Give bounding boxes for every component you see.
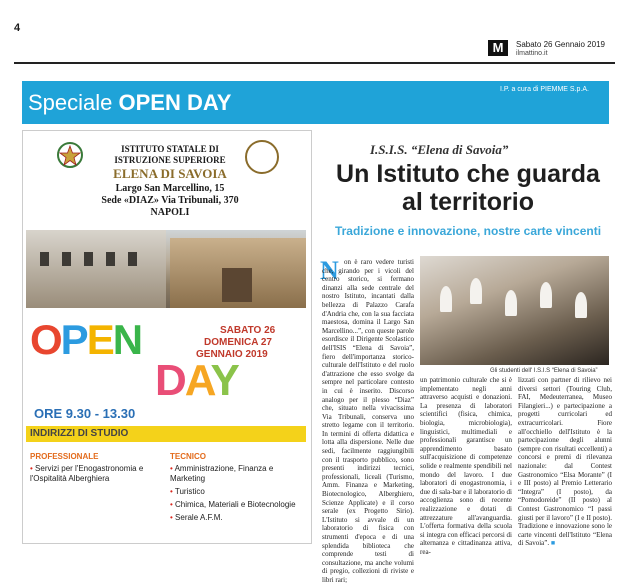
institute-type: ISTITUTO STATALE DI ISTRUZIONE SUPERIORE [114, 144, 226, 165]
school-seal-icon [245, 140, 279, 174]
headline-line-1: Un Istituto che guarda [336, 160, 600, 188]
banner-title-bold: OPEN DAY [118, 90, 232, 115]
school-name: ELENA DI SAVOIA [113, 166, 227, 181]
republic-emblem-icon [55, 140, 85, 170]
school-address [80, 183, 260, 219]
bullet-icon: • [30, 464, 36, 473]
headline-line-2: al territorio [402, 188, 534, 216]
site-name: ilmattino.it [516, 50, 548, 57]
photo-caption: Gli studenti dell' I.S.I.S “Elena di Savoia” [490, 368, 598, 374]
professionale-heading: PROFESSIONALE [30, 452, 99, 461]
day-letter: D [155, 356, 185, 405]
article-column-2: un patrimonio culturale che si è implementato negli anni attraverso acquisti e donazioni. La presenza di laboratori scientifici (fisica, chimica, biologia, microbiologia), linguistici, multimediali e professionali garantisce un apprendimento basato sull'acquisizione di competenze solide e realmente spendibili nel mondo del lavoro. I due laboratori di enogastronomia, i due di sala-bar e il laboratorio di accoglienza sono di recente realizzazione e dotati di attrezzature all'avanguardia. L'offerta formativa della scuola si integra con efficaci percorsi di alternanza e cittadinanza attiva, rea- [420, 376, 512, 556]
banner-credit: I.P. a cura di PIEMME S.p.A. [500, 86, 589, 93]
bullet-icon: • [170, 500, 176, 509]
newspaper-logo: M [488, 40, 508, 56]
open-letter: N [112, 316, 142, 363]
article-subhead: Tradizione e innovazione, nostre carte vincenti [334, 224, 602, 238]
article-kicker: I.S.I.S. “Elena di Savoia” [370, 142, 509, 157]
window [62, 252, 71, 266]
open-letter: P [60, 316, 87, 363]
tecnico-heading: TECNICO [170, 452, 206, 461]
bullet-icon: • [170, 487, 175, 496]
article-column-3 [518, 376, 612, 548]
date-line-2: DOMENICA 27 [204, 337, 272, 348]
address-line-1: Largo San Marcellino, 15 [115, 183, 225, 194]
address-city: NAPOLI [150, 207, 190, 218]
window [40, 252, 49, 266]
day-letter: A [184, 356, 211, 405]
open-day-hours: ORE 9.30 - 13.30 [34, 406, 136, 421]
date-line-3: GENNAIO 2019 [196, 349, 268, 360]
student-figure [440, 286, 452, 312]
list-item: • Chimica, Materiali e Biotecnologie [170, 500, 296, 509]
list-item: • Serale A.F.M. [170, 513, 223, 522]
address-line-2: Sede «DIAZ» Via Tribunali, 370 [101, 195, 239, 206]
article-headline [320, 160, 616, 216]
end-mark-icon: ■ [550, 539, 556, 548]
student-figure [540, 282, 552, 308]
list-item: • Servizi per l'Enogastronomia e l'Ospitalità Alberghiera [30, 464, 144, 483]
window [106, 252, 115, 266]
open-day-dates [196, 325, 275, 361]
open-letter: O [30, 316, 61, 363]
bullet-icon: • [170, 464, 175, 473]
student-figure [470, 278, 482, 304]
window [128, 252, 137, 266]
issue-date: Sabato 26 Gennaio 2019 [516, 40, 605, 49]
banner-title [28, 90, 231, 116]
date-line-1: SABATO 26 [220, 325, 276, 336]
list-item: • Amministrazione, Finanza e Marketing [170, 464, 274, 483]
indirizzi-title: INDIRIZZI DI STUDIO [30, 428, 129, 439]
student-figure [575, 292, 587, 318]
header-rule [14, 62, 615, 64]
tecnico-list [170, 464, 310, 523]
column-3-text: lizzati con partner di rilievo nei diversi settori (Touring Club, FAI, Medeuterranea, Museo Filangieri...) e partecipazione a progetti curricolari ed extracurricolari. Fiore all'occhiello dell'Istituto è la partecipazione degli alunni (sempre con risultati eccellenti) a concorsi e premi di rilevanza nazionale: dal Contest Gastronomico “Elsa Morante” (I e III posto) al Premio Letterario “Integra” (I posto), da “Pomodoreide” (II posto) al Contest Gastronomico “I passi giusti per il lavoro” (I e II posto). Tradizione e innovazione sono le carte vincenti dell'Istituto “Elena di Savoia”. [518, 376, 612, 548]
day-letter: Y [210, 356, 238, 405]
building-facade-left [26, 230, 166, 308]
professionale-list [30, 464, 170, 484]
banner-prefix: Speciale [28, 90, 119, 115]
student-figure [505, 290, 517, 316]
doorway [222, 268, 252, 302]
bullet-icon: • [170, 513, 176, 522]
article-column-1: on è raro vedere turisti che, girando per i vicoli del centro storico, si fermano dinanzi alla sede centrale del nostro Istituto, incantati dalla bellezza di Palazzo Carafa d'Andria che, con la sua facciata maestosa, domina il Largo San Marcellino...”, con queste parole esordisce il Dirigente Scolastico dell'ISIS “Elena di Savoia”, fiero dell'importanza storico-culturale dell'Istituto e del ruolo d'attrazione che esso svolge da sempre nel particolare contesto in cui è inserito. Discorso analogo per il plesso “Diaz” che, situato nella vivacissima Via Tribunali, conserva uno stretto legame con il territorio. In termini di offerta didattica e lotta alla dispersione. Nelle due sedi, facilmente raggiungibili con il trasporto pubblico, sono presenti indirizzi tecnici, professionali, liceali (Turismo, Amm. Finanza e Marketing, Biotecnologico, Alberghiero, Scienze Applicate) e il corso serale (ex Progetto Sirio). L'Istituto si avvale di un laboratorio di fisica con strumenti d'epoca e di una splendida biblioteca che comprende testi di consultazione, ma anche volumi di pregio, collezioni di riviste e libri rari; [322, 258, 414, 584]
open-letter: E [86, 316, 113, 363]
open-day-logo-day [155, 356, 238, 406]
window [84, 252, 93, 266]
drop-cap: N [320, 256, 339, 285]
page-number: 4 [14, 22, 21, 34]
list-item: • Turistico [170, 487, 205, 496]
open-day-logo-open [30, 316, 141, 364]
